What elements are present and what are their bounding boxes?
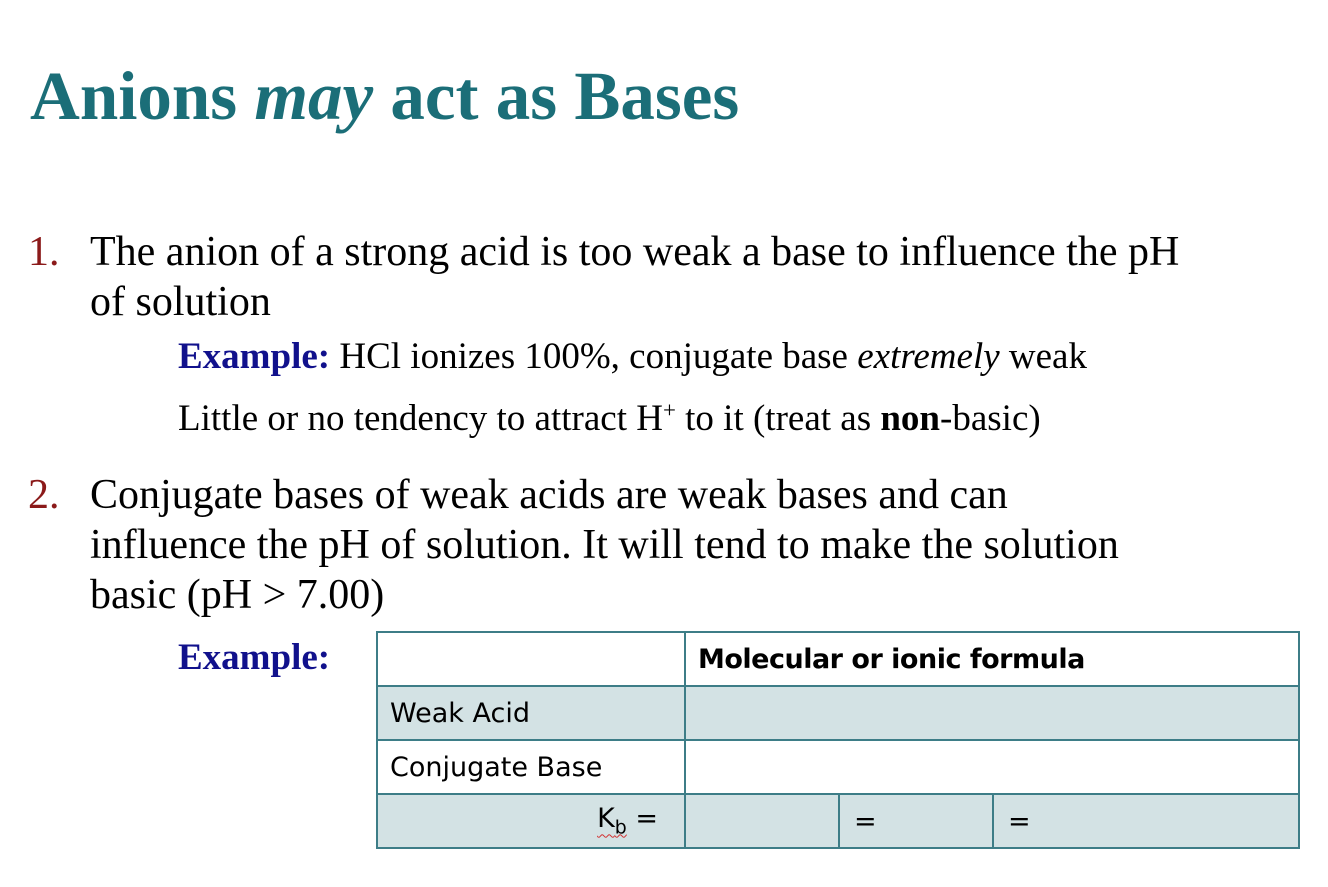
table-row-kb [377,794,1299,848]
point-1-note-bold: non [880,398,941,439]
kb-equals: = [626,803,658,835]
point-2-example-label: Example: [178,637,331,678]
table-header-row [377,632,1299,686]
table-row-weak-acid [377,686,1299,740]
title-part-2-italic: may [254,58,374,134]
point-1-note-sup: + [662,397,676,423]
point-1-line-2: of solution [90,279,271,325]
kb-symbol [597,803,627,839]
point-1-number: 1. [28,229,60,275]
point-2-line-2: influence the pH of solution. It will tend to make the solution [90,522,1119,568]
example-table [376,631,1300,849]
table-cell-kb-eq-2: = [993,794,1299,848]
table-row-conjugate-base [377,740,1299,794]
point-1-note [178,397,1041,441]
point-1-example [178,335,1087,379]
point-1-example-text-a: HCl ionizes 100%, conjugate base [330,336,858,377]
point-1-note-a: Little or no tendency to attract H [178,398,663,439]
table-cell-conjugate-base-formula [685,740,1299,794]
table-header-empty-cell [377,632,685,686]
slide-title [30,58,740,134]
point-1-example-italic: extremely [857,336,1000,377]
table-cell-kb-value [685,794,839,848]
table-cell-conjugate-base-label: Conjugate Base [377,740,685,794]
table-cell-weak-acid-label: Weak Acid [377,686,685,740]
point-2-number: 2. [28,472,60,518]
point-2-line-3: basic (pH > 7.00) [90,572,385,618]
table-cell-kb-label [377,794,685,848]
kb-subscript: b [614,816,627,839]
title-part-3: act as Bases [373,58,740,134]
point-1-note-b: to it (treat as [675,398,881,439]
table-cell-kb-eq-1: = [839,794,993,848]
title-part-1: Anions [30,58,255,134]
point-1-line-1: The anion of a strong acid is too weak a base to influence the pH [90,229,1180,275]
point-1-example-label: Example: [178,336,331,377]
table-header-formula: Molecular or ionic formula [685,632,1299,686]
point-1-note-c: -basic) [940,398,1041,439]
kb-k: K [597,803,615,835]
point-2-line-1: Conjugate bases of weak acids are weak bases and can [90,472,1008,518]
table-cell-weak-acid-formula [685,686,1299,740]
point-1-example-text-b: weak [999,336,1087,377]
